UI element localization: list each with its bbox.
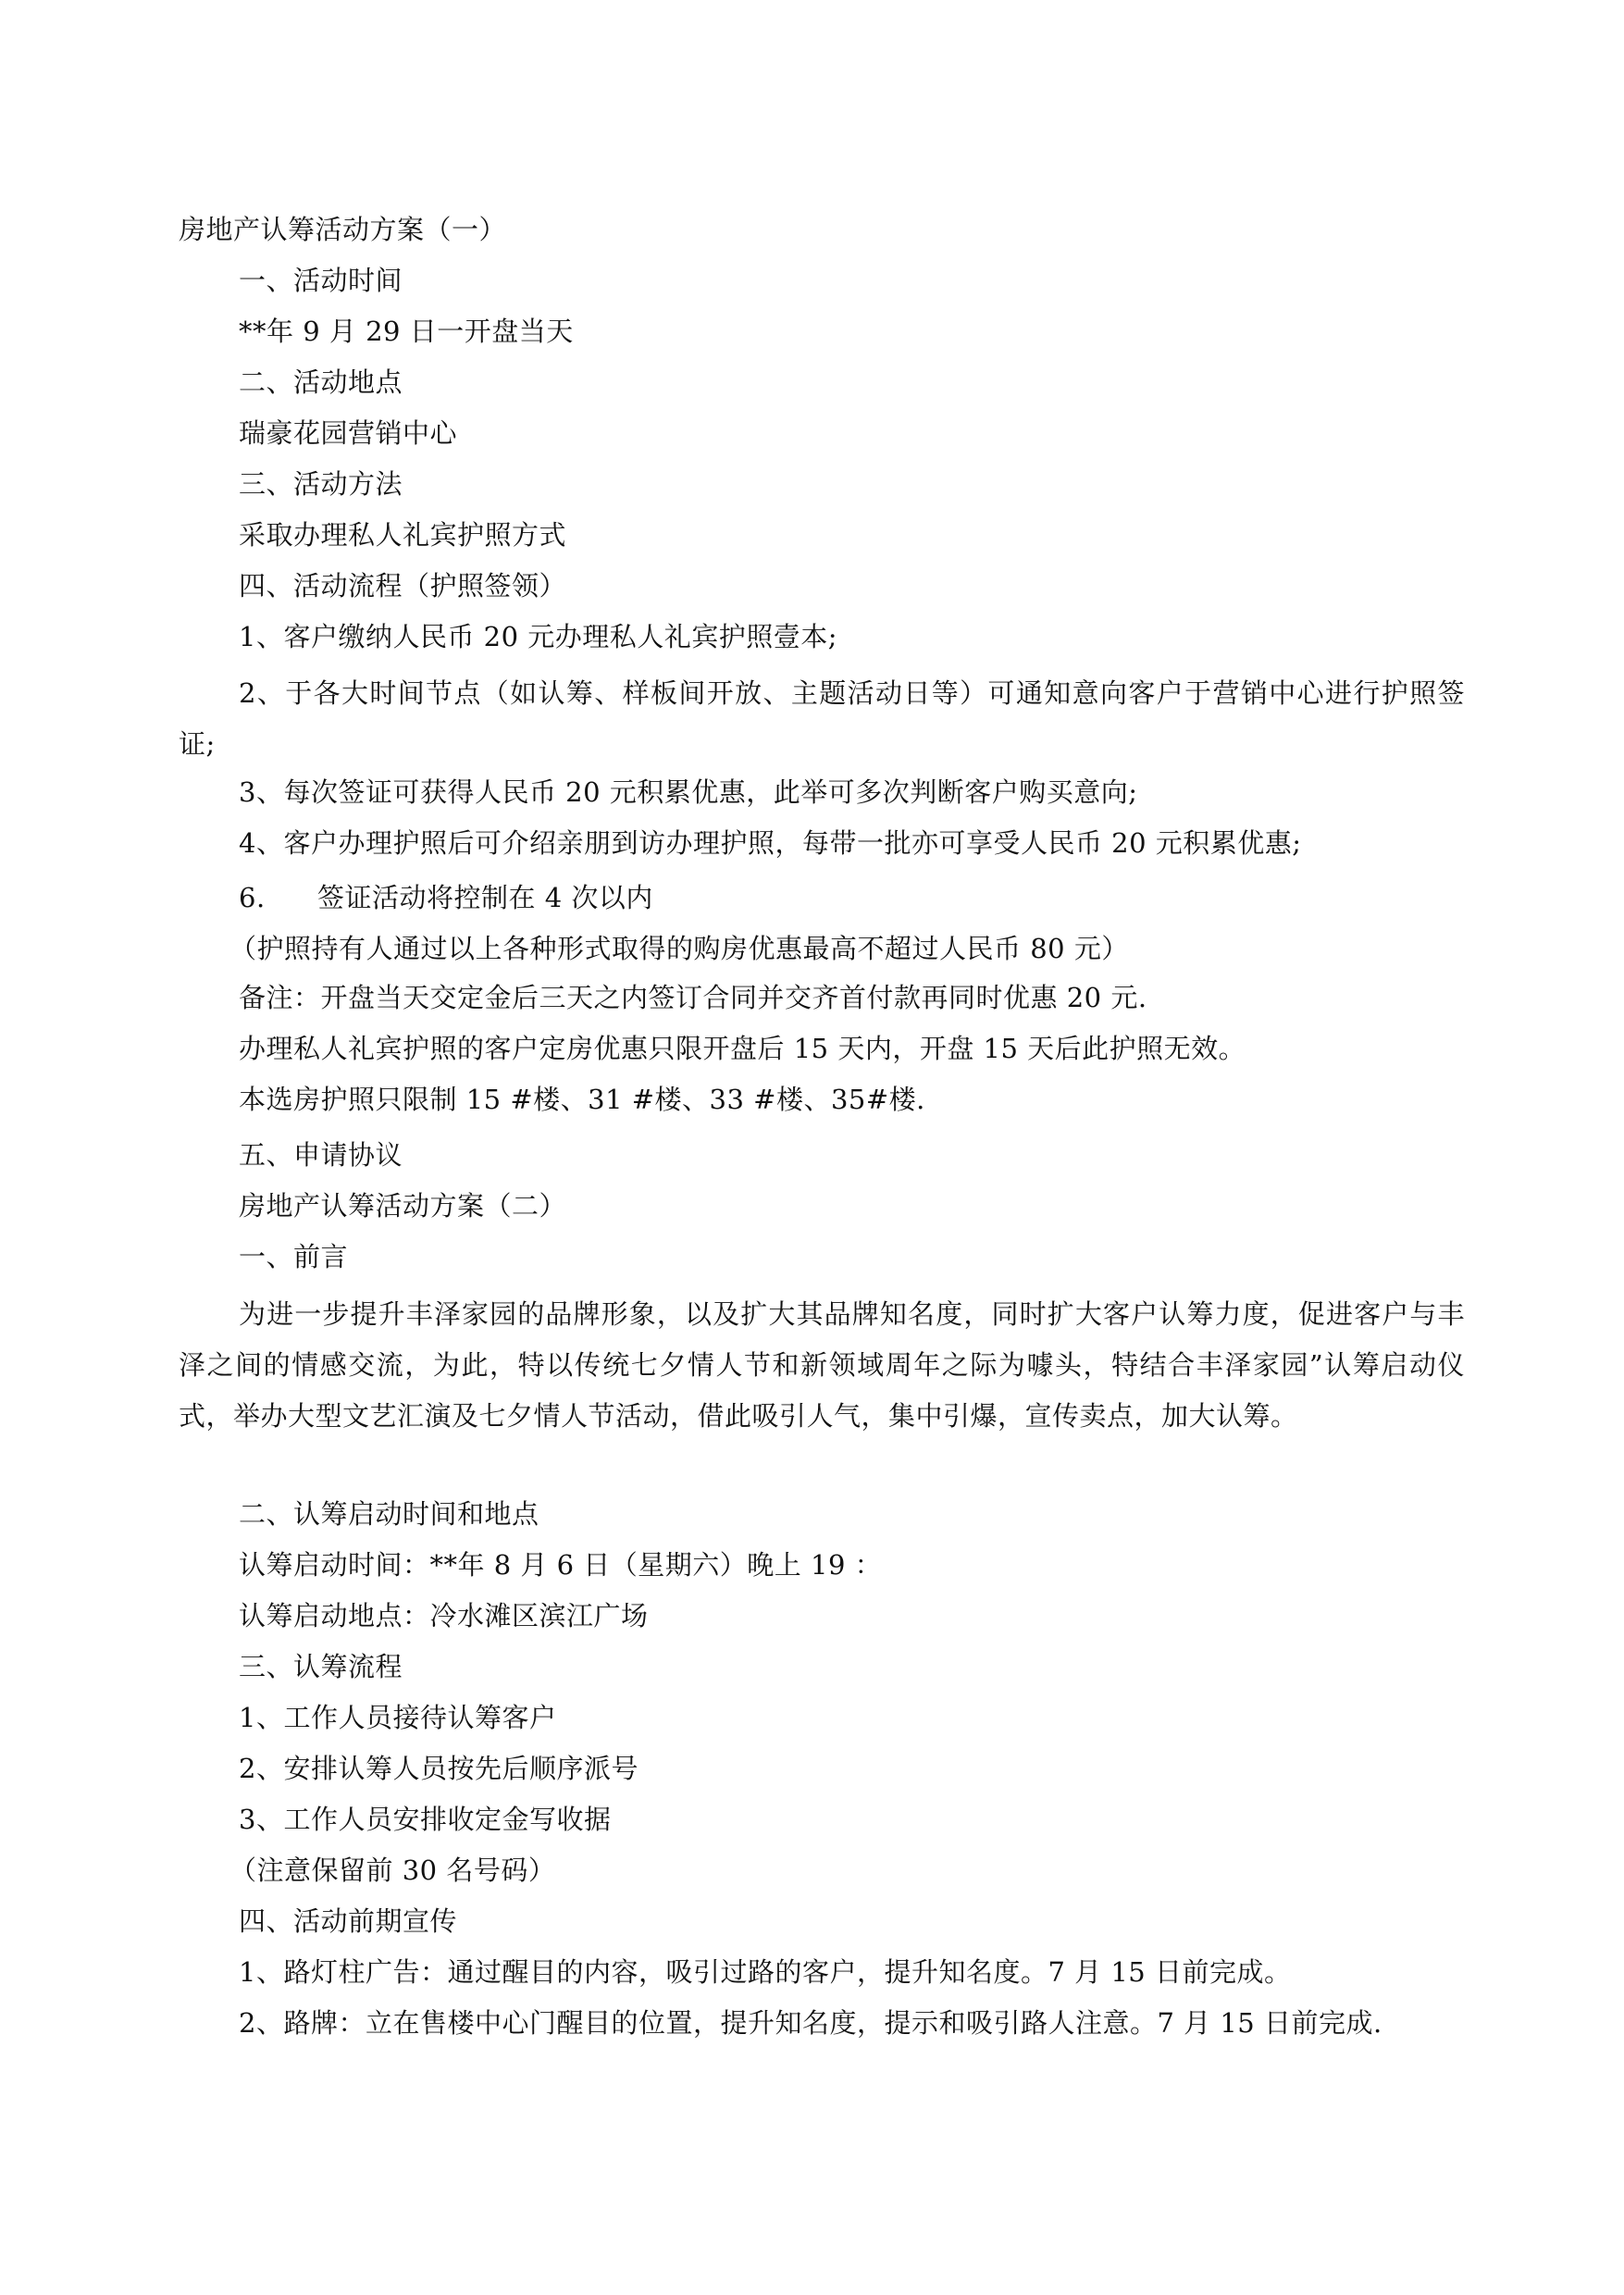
remark: 备注：开盘当天交定金后三天之内签订合同并交齐首付款再同时优惠 20 元. bbox=[239, 982, 1147, 1013]
list-item bbox=[239, 881, 653, 914]
section-heading: 二、活动地点 bbox=[239, 366, 403, 398]
list-item: 2、路牌：立在售楼中心门醒目的位置，提升知名度，提示和吸引路人注意。7 月 15 日前完成. bbox=[239, 2007, 1382, 2039]
section-heading: 一、活动时间 bbox=[239, 265, 403, 296]
list-item: 2、安排认筹人员按先后顺序派号 bbox=[239, 1753, 638, 1784]
note: （护照持有人通过以上各种形式取得的购房优惠最高不超过人民币 80 元） bbox=[229, 933, 1129, 964]
section-heading: 三、活动方法 bbox=[239, 468, 403, 500]
list-item: 1、路灯柱广告：通过醒目的内容，吸引过路的客户，提升知名度。7 月 15 日前完成。 bbox=[239, 1956, 1292, 1988]
paragraph: 办理私人礼宾护照的客户定房优惠只限开盘后 15 天内，开盘 15 天后此护照无效。 bbox=[239, 1033, 1246, 1064]
list-item: 1、客户缴纳人民币 20 元办理私人礼宾护照壹本; bbox=[239, 621, 838, 652]
section-heading: 四、活动流程（护照签领） bbox=[239, 570, 567, 602]
section-heading: 三、认筹流程 bbox=[239, 1651, 403, 1682]
list-item: 2、于各大时间节点（如认筹、样板间开放、主题活动日等）可通知意向客户于营销中心进行护照签证; bbox=[179, 677, 1465, 760]
doc-title-1: 房地产认筹活动方案（一） bbox=[179, 214, 507, 245]
paragraph: 本选房护照只限制 15 #楼、31 #楼、33 #楼、35#楼. bbox=[239, 1084, 925, 1115]
note: （注意保留前 30 名号码） bbox=[229, 1855, 556, 1886]
paragraph: 采取办理私人礼宾护照方式 bbox=[239, 519, 567, 551]
paragraph: **年 9 月 29 日一开盘当天 bbox=[239, 316, 574, 347]
paragraph: 认筹启动地点：冷水滩区滨江广场 bbox=[239, 1600, 649, 1631]
list-item: 4、客户办理护照后可介绍亲朋到访办理护照，每带一批亦可享受人民币 20 元积累优惠; bbox=[239, 827, 1302, 859]
section-heading: 四、活动前期宣传 bbox=[239, 1905, 458, 1937]
list-item: 3、工作人员安排收定金写收据 bbox=[239, 1804, 612, 1835]
paragraph: 瑞豪花园营销中心 bbox=[239, 417, 458, 449]
list-item: 1、工作人员接待认筹客户 bbox=[239, 1702, 557, 1733]
section-heading: 一、前言 bbox=[239, 1241, 349, 1272]
list-item: 3、每次签证可获得人民币 20 元积累优惠，此举可多次判断客户购买意向; bbox=[239, 776, 1138, 808]
paragraph: 认筹启动时间：**年 8 月 6 日（星期六）晚上 19 ： bbox=[239, 1549, 883, 1581]
paragraph: 为进一步提升丰泽家园的品牌形象，以及扩大其品牌知名度，同时扩大客户认筹力度，促进客户与丰泽之间的情感交流，为此，特以传统七夕情人节和新领域周年之际为噱头，特结合丰泽家园”认筹启动仪式，举办大型文艺汇演及七夕情人节活动，借此吸引人气，集中引爆，宣传卖点，加大认筹。 bbox=[179, 1298, 1465, 1432]
section-heading: 二、认筹启动时间和地点 bbox=[239, 1498, 539, 1530]
section-heading: 五、申请协议 bbox=[239, 1139, 403, 1171]
doc-title-2: 房地产认筹活动方案（二） bbox=[239, 1190, 567, 1222]
list-number: 6. bbox=[239, 882, 266, 913]
list-text: 签证活动将控制在 4 次以内 bbox=[317, 882, 653, 913]
